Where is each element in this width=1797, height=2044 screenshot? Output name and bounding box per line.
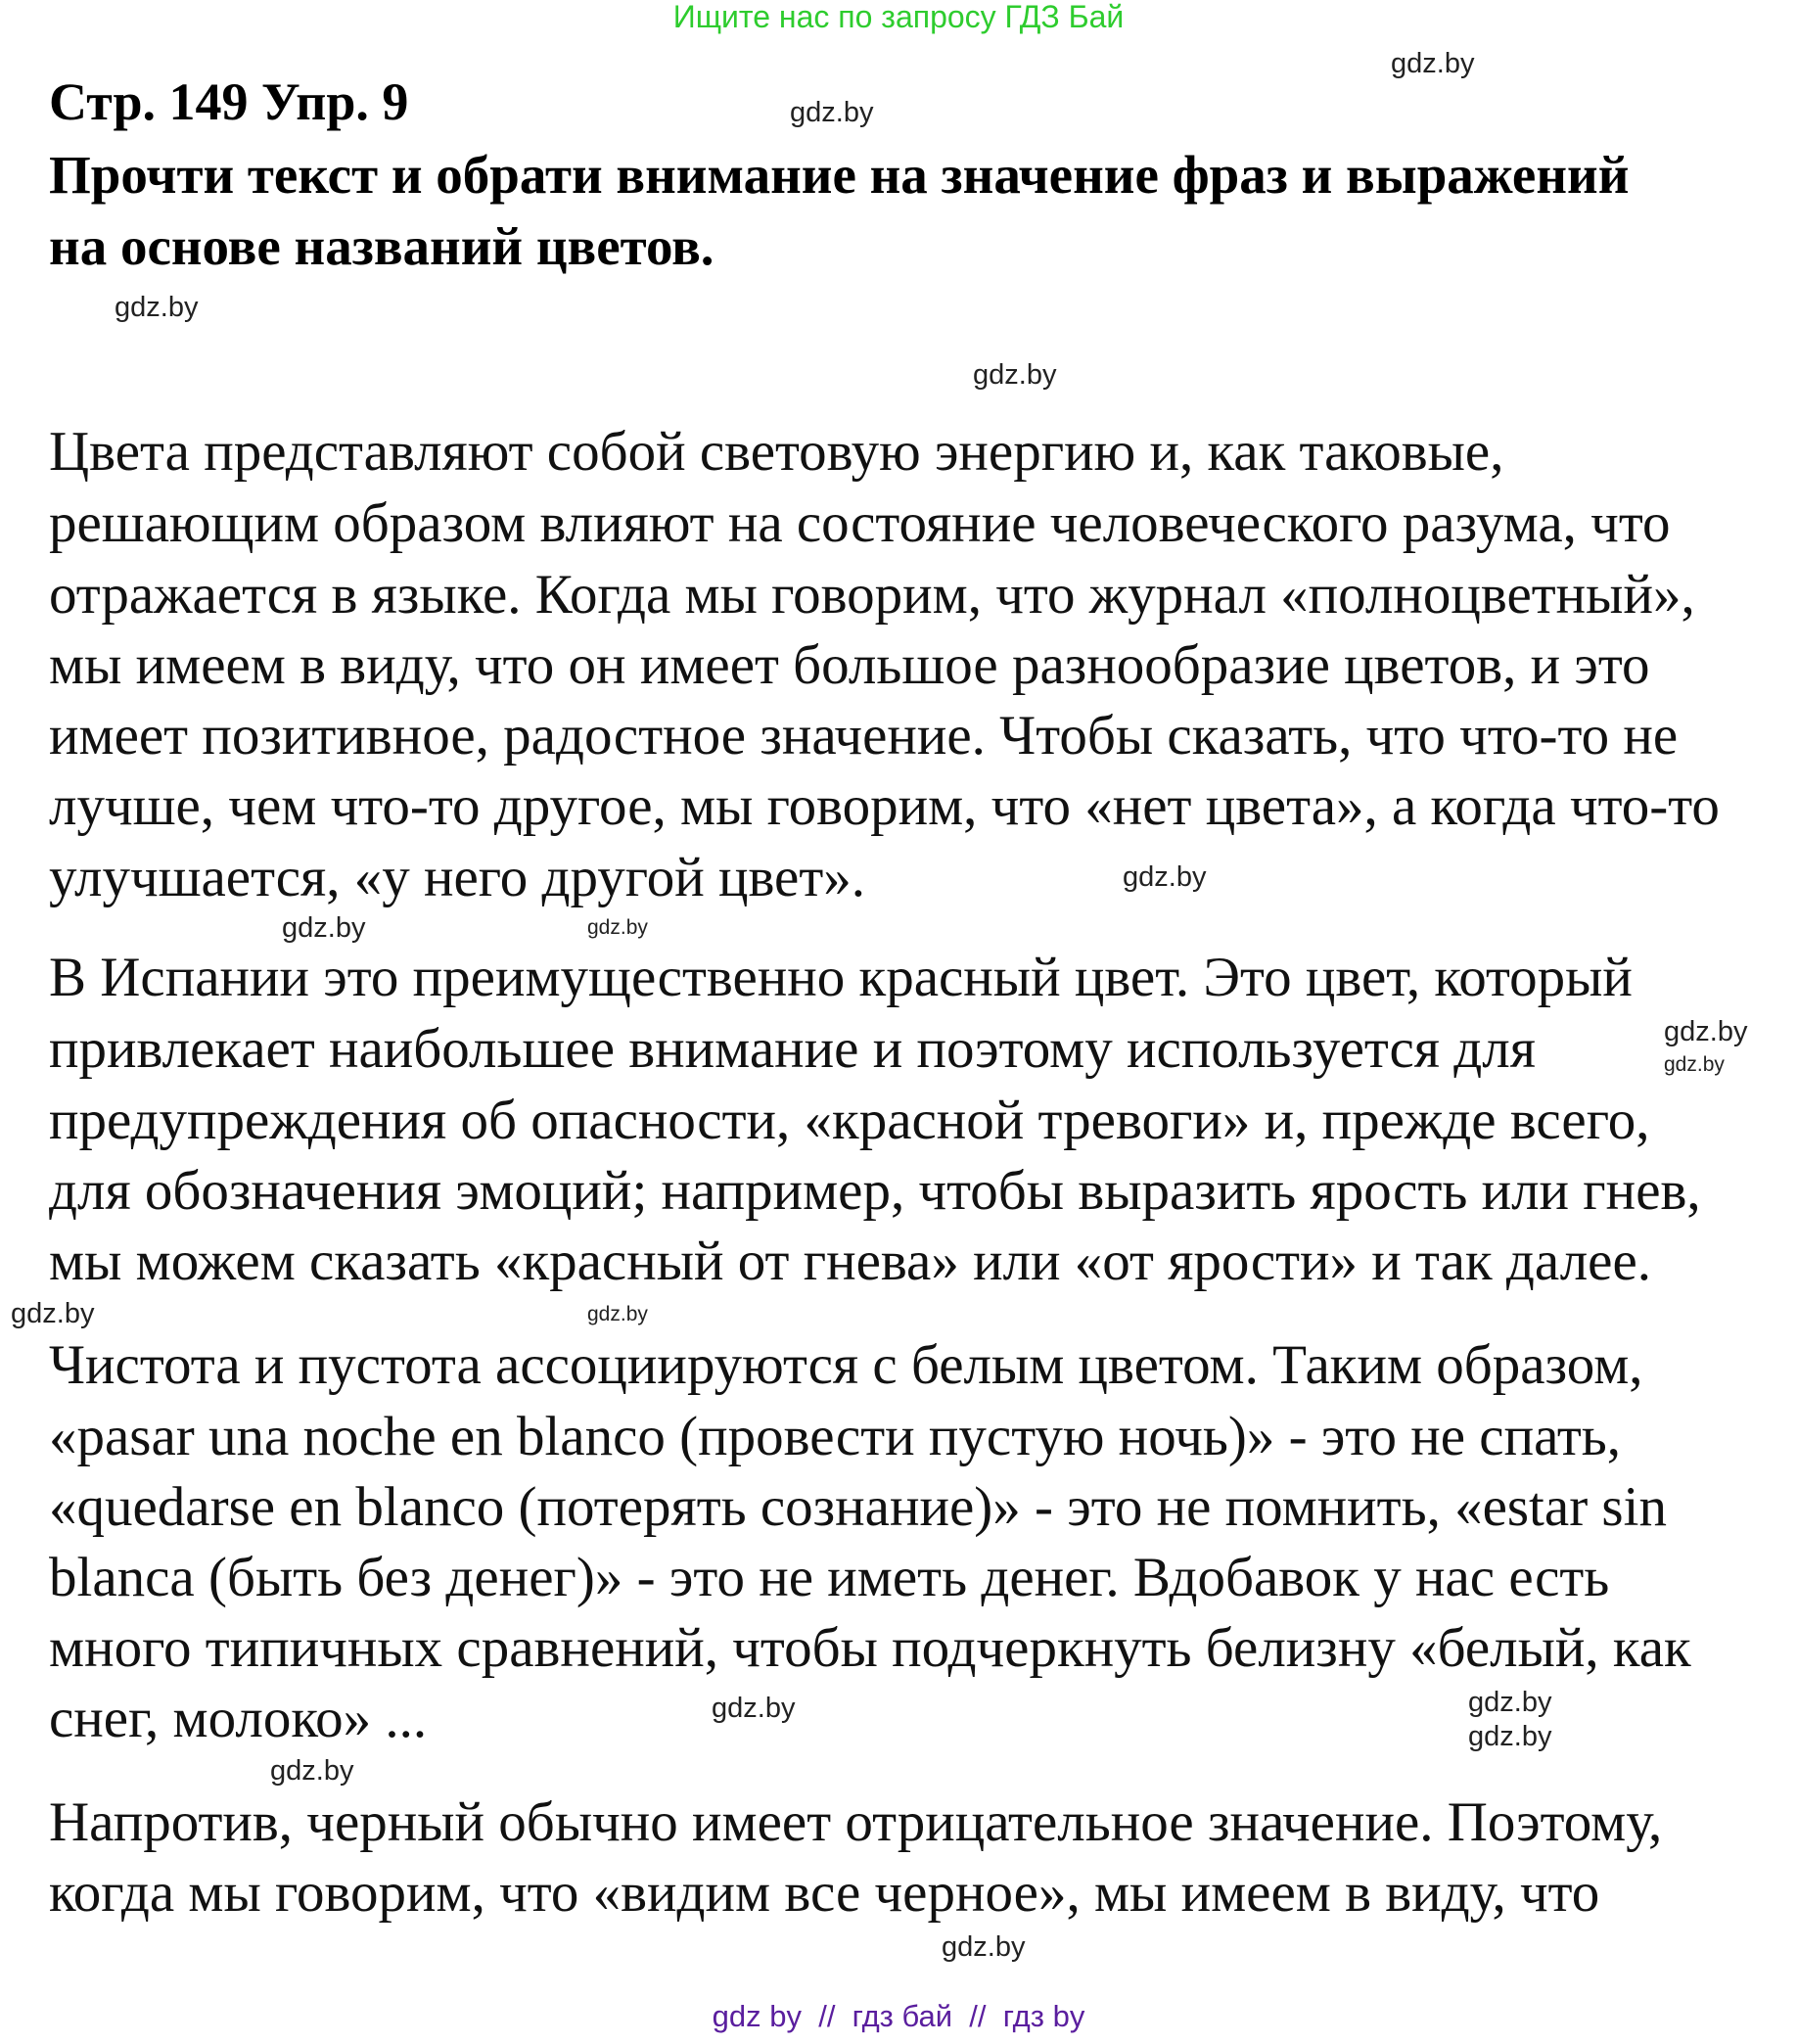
body-line: мы можем сказать «красный от гнева» или «от ярости» и так далее.: [49, 1231, 1651, 1292]
body-line: «quedarse en blanco (потерять сознание)» - это не помнить, «estar sin: [49, 1476, 1667, 1538]
body-line: решающим образом влияют на состояние человеческого разума, что: [49, 492, 1671, 554]
watermark: gdz.by: [587, 1303, 648, 1325]
watermark: gdz.by: [587, 916, 648, 939]
watermark: gdz.by: [790, 97, 874, 128]
body-line: blanca (быть без денег)» - это не иметь денег. Вдобавок у нас есть: [49, 1547, 1610, 1608]
body-line: отражается в языке. Когда мы говорим, что журнал «полноцветный»,: [49, 564, 1695, 626]
body-line: «pasar una noche en blanco (провести пустую ночь)» - это не спать,: [49, 1406, 1622, 1467]
watermark: gdz.by: [1391, 48, 1475, 79]
watermark: gdz.by: [942, 1931, 1026, 1963]
body-line: мы имеем в виду, что он имеет большое разнообразие цветов, и это: [49, 634, 1650, 696]
body-line: В Испании это преимущественно красный цвет. Это цвет, который: [49, 947, 1633, 1008]
body-line: лучше, чем что-то другое, мы говорим, что «нет цвета», а когда что-то: [49, 775, 1720, 837]
footer-links[interactable]: gdz by // гдз бай // гдз by: [712, 1999, 1085, 2033]
body-line: много типичных сравнений, чтобы подчеркнуть белизну «белый, как: [49, 1617, 1691, 1679]
watermark: gdz.by: [1123, 861, 1207, 893]
body-line: улучшается, «у него другой цвет».: [49, 847, 865, 908]
body-line: для обозначения эмоций; например, чтобы выразить ярость или гнев,: [49, 1160, 1701, 1222]
body-line: Напротив, черный обычно имеет отрицательное значение. Поэтому,: [49, 1791, 1663, 1853]
instruction-line: Прочти текст и обрати внимание на значение фраз и выражений: [49, 145, 1630, 205]
body-line: привлекает наибольшее внимание и поэтому используется для: [49, 1018, 1536, 1080]
search-hint-link[interactable]: Ищите нас по запросу ГДЗ Бай: [672, 0, 1125, 34]
body-line: когда мы говорим, что «видим все черное», мы имеем в виду, что: [49, 1862, 1600, 1924]
watermark: gdz.by: [712, 1693, 796, 1724]
watermark: gdz.by: [115, 292, 199, 323]
watermark: gdz.by: [282, 912, 366, 944]
body-line: снег, молоко» ...: [49, 1688, 428, 1749]
watermark: gdz.by: [270, 1755, 354, 1787]
watermark: gdz.by: [973, 359, 1057, 391]
page-title: Стр. 149 Упр. 9: [49, 72, 409, 131]
body-line: имеет позитивное, радостное значение. Чтобы сказать, что что-то не: [49, 705, 1679, 766]
instruction-line: на основе названий цветов.: [49, 216, 714, 276]
watermark: gdz.by: [11, 1298, 95, 1329]
body-line: Цвета представляют собой световую энергию и, как таковые,: [49, 421, 1504, 483]
watermark: gdz.by: [1468, 1687, 1552, 1718]
body-line: Чистота и пустота ассоциируются с белым цветом. Таким образом,: [49, 1334, 1643, 1396]
watermark: gdz.by: [1664, 1016, 1748, 1047]
watermark: gdz.by: [1664, 1053, 1725, 1076]
watermark: gdz.by: [1468, 1721, 1552, 1752]
body-line: предупреждения об опасности, «красной тревоги» и, прежде всего,: [49, 1090, 1650, 1151]
